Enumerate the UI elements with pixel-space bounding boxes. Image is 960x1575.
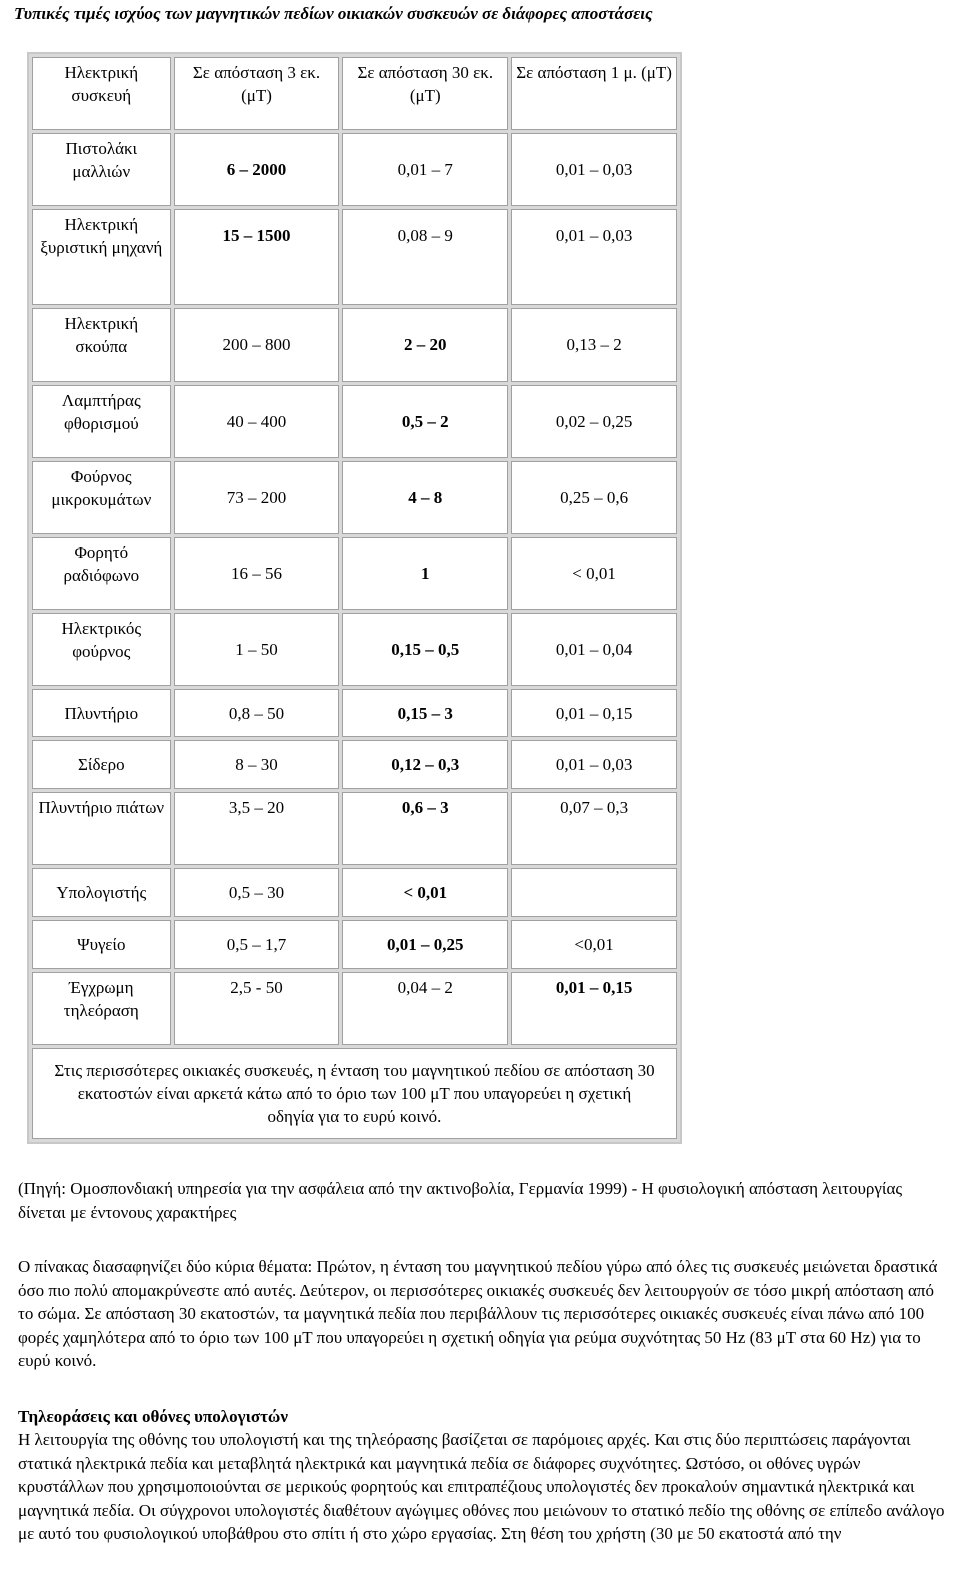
value-3cm: 0,5 – 30 <box>174 868 340 917</box>
value-3cm: 16 – 56 <box>174 537 340 610</box>
table-header-row <box>32 57 677 130</box>
table-row <box>32 385 677 458</box>
value-3cm: 6 – 2000 <box>174 133 340 206</box>
appliance-name: Υπολογιστής <box>32 868 171 917</box>
appliance-name: Πιστολάκι μαλλιών <box>32 133 171 206</box>
value-30cm: < 0,01 <box>342 868 508 917</box>
value-3cm: 40 – 400 <box>174 385 340 458</box>
value-30cm: 0,04 – 2 <box>342 972 508 1045</box>
appliance-name: Φούρνος μικροκυμάτων <box>32 461 171 534</box>
table-row <box>32 537 677 610</box>
table-row <box>32 868 677 917</box>
value-1m: 0,01 – 0,03 <box>511 740 677 789</box>
field-values-table <box>29 54 680 1142</box>
value-1m: 0,01 – 0,03 <box>511 209 677 305</box>
value-30cm: 0,5 – 2 <box>342 385 508 458</box>
appliance-name: Ψυγείο <box>32 920 171 969</box>
section-title: Τηλεοράσεις και οθόνες υπολογιστών <box>18 1407 288 1426</box>
appliance-name: Ηλεκτρική σκούπα <box>32 308 171 381</box>
value-30cm: 0,01 – 7 <box>342 133 508 206</box>
value-1m: <0,01 <box>511 920 677 969</box>
value-1m <box>511 868 677 917</box>
value-1m: 0,01 – 0,03 <box>511 133 677 206</box>
table-footnote-row <box>32 1048 677 1139</box>
table-row <box>32 689 677 738</box>
value-3cm: 3,5 – 20 <box>174 792 340 865</box>
value-30cm: 0,15 – 0,5 <box>342 613 508 686</box>
value-30cm: 0,01 – 0,25 <box>342 920 508 969</box>
value-3cm: 73 – 200 <box>174 461 340 534</box>
value-1m: 0,01 – 0,04 <box>511 613 677 686</box>
value-30cm: 0,12 – 0,3 <box>342 740 508 789</box>
table-row <box>32 972 677 1045</box>
header-30cm: Σε απόσταση 30 εκ. (μT) <box>342 57 508 130</box>
value-30cm: 1 <box>342 537 508 610</box>
appliance-name: Ηλεκτρική ξυριστική μηχανή <box>32 209 171 305</box>
table-row <box>32 613 677 686</box>
appliance-name: Ηλεκτρικός φούρνος <box>32 613 171 686</box>
value-3cm: 2,5 - 50 <box>174 972 340 1045</box>
table-row <box>32 792 677 865</box>
value-3cm: 1 – 50 <box>174 613 340 686</box>
header-1m: Σε απόσταση 1 μ. (μT) <box>511 57 677 130</box>
field-values-table-frame <box>27 52 682 1144</box>
table-row <box>32 461 677 534</box>
value-3cm: 15 – 1500 <box>174 209 340 305</box>
value-1m: 0,02 – 0,25 <box>511 385 677 458</box>
header-3cm: Σε απόσταση 3 εκ. (μT) <box>174 57 340 130</box>
appliance-name: Φορητό ραδιόφωνο <box>32 537 171 610</box>
value-1m: 0,07 – 0,3 <box>511 792 677 865</box>
value-3cm: 0,5 – 1,7 <box>174 920 340 969</box>
appliance-name: Σίδερο <box>32 740 171 789</box>
value-1m: 0,01 – 0,15 <box>511 972 677 1045</box>
value-1m: < 0,01 <box>511 537 677 610</box>
value-1m: 0,25 – 0,6 <box>511 461 677 534</box>
value-3cm: 8 – 30 <box>174 740 340 789</box>
table-row <box>32 133 677 206</box>
explanation-paragraph: Ο πίνακας διασαφηνίζει δύο κύρια θέματα: Πρώτον, η ένταση του μαγνητικού πεδίου γύρω από όλες τις συσκευές μειώνεται δραστικά όσο πιο πολύ απομακρύνεστε από αυτές. Δεύτερον, οι περισσότερες οικιακές συσκευές δεν λειτουργούν σε τόσο μικρή απόσταση από το σώμα. Σε απόσταση 30 εκατοστών, τα μαγνητικά πεδία που περιβάλλουν τις περισσότερες οικιακές συσκευές είναι πάνω από 100 φορές χαμηλότερα από το όριο των 100 μT που υπαγορεύει η σχετική οδηγία για ρεύμα συχνότητας 50 Hz (83 μT στα 60 Hz) για το ευρύ κοινό. <box>18 1257 938 1370</box>
table-footnote: Στις περισσότερες οικιακές συσκευές, η ένταση του μαγνητικού πεδίου σε απόσταση 30 εκατοστών είναι αρκετά κάτω από το όριο των 100 μT που υπαγορεύει η σχετική οδηγία για το ευρύ κοινό. <box>32 1048 677 1139</box>
table-row <box>32 308 677 381</box>
appliance-name: Πλυντήριο <box>32 689 171 738</box>
source-note: (Πηγή: Ομοσπονδιακή υπηρεσία για την ασφάλεια από την ακτινοβολία, Γερμανία 1999) - Η φυσιολογική απόσταση λειτουργίας δίνεται με έντονους χαρακτήρες <box>18 1179 903 1222</box>
value-3cm: 200 – 800 <box>174 308 340 381</box>
value-30cm: 0,15 – 3 <box>342 689 508 738</box>
value-30cm: 0,6 – 3 <box>342 792 508 865</box>
appliance-name: Έγχρωμη τηλεόραση <box>32 972 171 1045</box>
header-appliance: Ηλεκτρική συσκευή <box>32 57 171 130</box>
value-30cm: 2 – 20 <box>342 308 508 381</box>
value-1m: 0,13 – 2 <box>511 308 677 381</box>
monitors-paragraph: Η λειτουργία της οθόνης του υπολογιστή και της τηλεόρασης βασίζεται σε παρόμοιες αρχές. Και στις δύο περιπτώσεις παράγονται στατικά ηλεκτρικά πεδία και μεταβλητά ηλεκτρικά και μαγνητικά πεδία σε διάφορες συχνότητες. Ωστόσο, οι οθόνες υγρών κρυστάλλων που χρησιμοποιούνται σε μερικούς φορητούς και επιτραπέζιους υπολογιστές δεν προκαλούν σημαντικά ηλεκτρικά και μαγνητικά πεδία. Οι σύγχρονοι υπολογιστές διαθέτουν αγώγιμες οθόνες που μειώνουν το στατικό πεδίο της οθόνης σε επίπεδο ανάλογο με αυτό του φυσιολογικού υποβάθρου στο σπίτι ή στο χώρο εργασίας. Στη θέση του χρήστη (30 με 50 εκατοστά από την <box>18 1430 945 1543</box>
table-row <box>32 740 677 789</box>
table-row <box>32 920 677 969</box>
table-row <box>32 209 677 305</box>
value-3cm: 0,8 – 50 <box>174 689 340 738</box>
appliance-name: Πλυντήριο πιάτων <box>32 792 171 865</box>
value-30cm: 4 – 8 <box>342 461 508 534</box>
value-1m: 0,01 – 0,15 <box>511 689 677 738</box>
page-heading: Τυπικές τιμές ισχύος των μαγνητικών πεδίων οικιακών συσκευών σε διάφορες αποστάσεις <box>14 4 653 23</box>
appliance-name: Λαμπτήρας φθορισμού <box>32 385 171 458</box>
value-30cm: 0,08 – 9 <box>342 209 508 305</box>
